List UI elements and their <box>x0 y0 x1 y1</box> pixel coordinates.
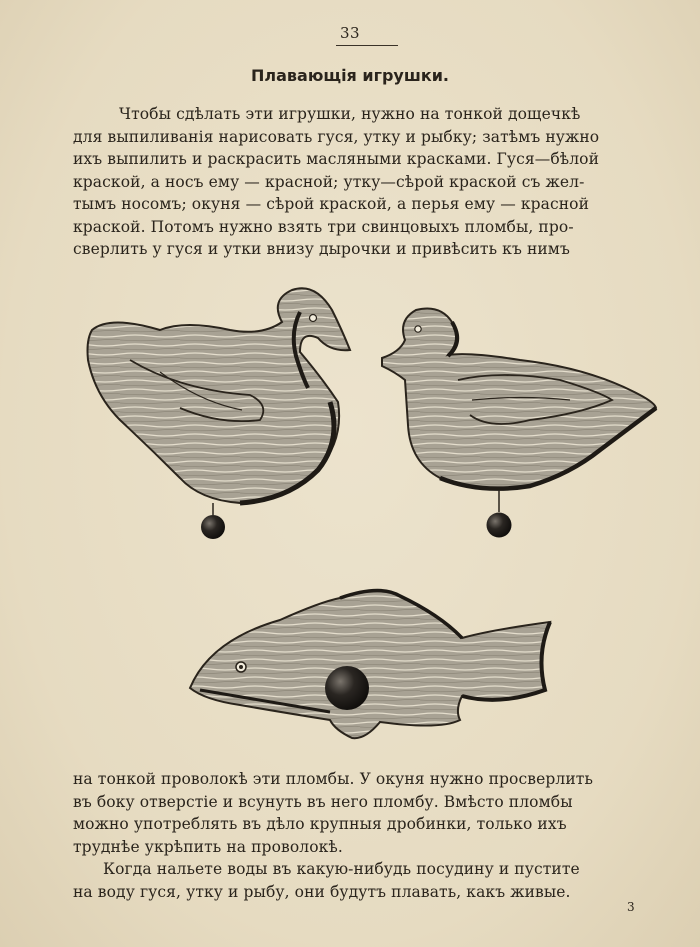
text-line: на тонкой проволокѣ эти пломбы. У окуня нужно просверлить <box>73 770 593 788</box>
text-line: краской. Потомъ нужно взять три свинцовыхъ пломбы, про- <box>73 217 574 236</box>
text-line: труднѣе укрѣпить на проволокѣ. <box>73 837 343 856</box>
text-line: краской, а носъ ему — красной; утку—сѣрой краской съ жел- <box>73 172 585 191</box>
goose-toy <box>88 288 351 539</box>
text-line: для выпиливанія нарисовать гуся, утку и рыбку; затѣмъ нужно <box>73 127 600 146</box>
text-line: въ боку отверстіе и всунуть въ него пломбу. Вмѣсто пломбы <box>73 792 573 811</box>
text-line: можно употреблять въ дѣло крупныя дробинки, только ихъ <box>73 815 567 833</box>
text-line: ихъ выпилить и раскрасить масляными красками. Гуся—бѣлой <box>73 150 600 168</box>
text-line: на воду гуся, утку и рыбу, они будутъ плавать, какъ живые. <box>73 882 571 901</box>
paragraph-continued <box>73 768 656 903</box>
text-line: Когда нальете воды въ какую-нибудь посудину и пустите <box>103 860 580 878</box>
text-line: Чтобы сдѣлать эти игрушки, нужно на тонкой дощечкѣ <box>119 105 581 123</box>
signature-mark: 3 <box>627 900 635 914</box>
duck-toy <box>382 309 656 538</box>
text-line: тымъ носомъ; окуня — сѣрой краской, а перья ему — красной <box>73 195 590 213</box>
page-number: 33 <box>339 24 361 42</box>
text-line: сверлить у гуся и утки внизу дырочки и привѣсить къ нимъ <box>73 240 570 258</box>
page-title: Плавающія игрушки. <box>251 66 449 85</box>
perch-toy <box>190 590 550 738</box>
